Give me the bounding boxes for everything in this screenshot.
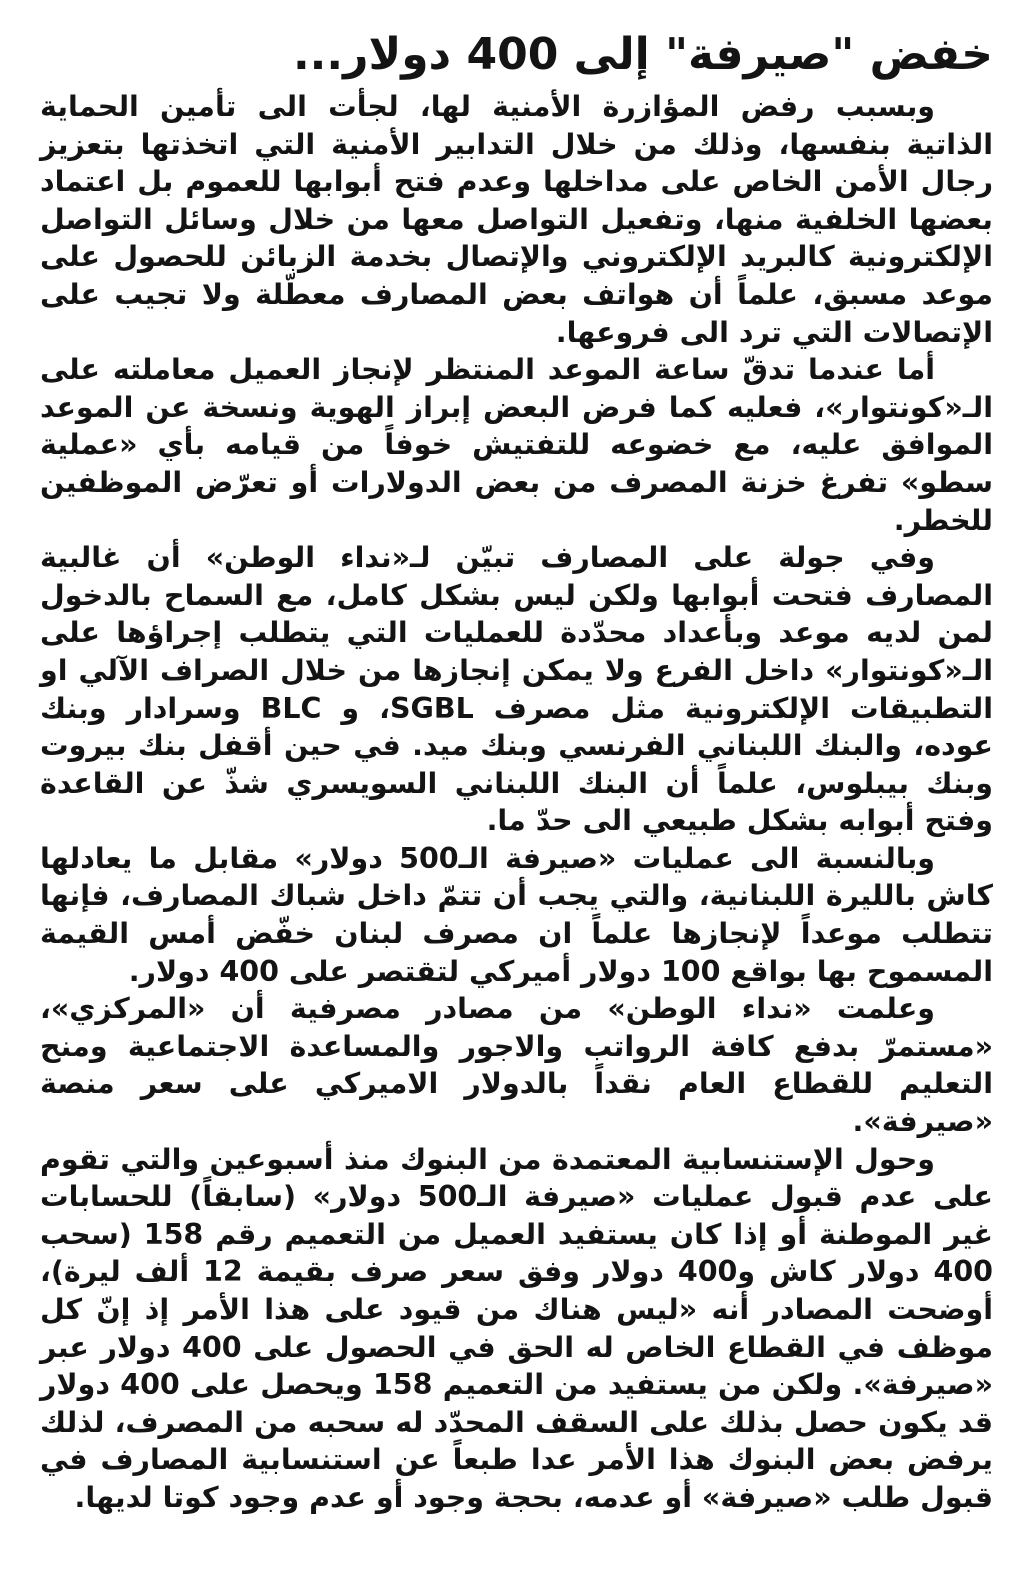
article-paragraph: وبسبب رفض المؤازرة الأمنية لها، لجأت الى تأمين الحماية الذاتية بنفسها، وذلك من خلال التدابير الأمنية التي اتخذتها بتعزيز رجال الأمن الخاص على مداخلها وعدم فتح أبوابها للعموم بل اعتماد بعضها الخلفية منها، وتفعيل التواصل معها من خلال وسائل التواصل الإلكترونية كالبريد الإلكتروني والإتصال بخدمة الزبائن للحصول على موعد مسبق، علماً أن هواتف بعض المصارف معطّلة ولا تجيب على الإتصالات التي ترد الى فروعها. <box>40 90 993 349</box>
article-paragraph: أما عندما تدقّ ساعة الموعد المنتظر لإنجاز العميل معاملته على الـ«كونتوار»، فعليه كما فرض البعض إبراز الهوية ونسخة عن الموعد الموافق عليه، مع خضوعه للتفتيش خوفاً من قيامه بأي «عملية سطو» تفرغ خزنة المصرف من بعض الدولارات أو تعرّض الموظفين للخطر. <box>40 353 993 537</box>
article-headline: خفض "صيرفة" إلى 400 دولار... <box>292 29 993 80</box>
article-paragraph: وفي جولة على المصارف تبيّن لـ«نداء الوطن» أن غالبية المصارف فتحت أبوابها ولكن ليس بشكل كامل، مع السماح بالدخول لمن لديه موعد وبأعداد محدّدة للعمليات التي يتطلب إجراؤها على الـ«كونتوار» داخل الفرع ولا يمكن إنجازها من خلال الصراف الآلي او التطبيقات الإلكترونية مثل مصرف SGBL، و BLC وسرادار وبنك عوده، والبنك اللبناني الفرنسي وبنك ميد. في حين أقفل بنك بيروت وبنك بيبلوس، علماً أن البنك اللبناني السويسري شذّ عن القاعدة وفتح أبوابه بشكل طبيعي الى حدّ ما. <box>40 541 993 838</box>
article-paragraph: وحول الإستنسابية المعتمدة من البنوك منذ أسبوعين والتي تقوم على عدم قبول عمليات «صيرفة الـ500 دولار» (سابقاً) للحسابات غير الموطنة أو إذا كان يستفيد العميل من التعميم رقم 158 (سحب 400 دولار كاش و400 دولار وفق سعر صرف بقيمة 12 ألف ليرة)، أوضحت المصادر أنه «ليس هناك من قيود على هذا الأمر إذ إنّ كل موظف في القطاع الخاص له الحق في الحصول على 400 دولار عبر «صيرفة». ولكن من يستفيد من التعميم 158 ويحصل على 400 دولار قد يكون حصل بذلك على السقف المحدّد له سحبه من المصرف، لذلك يرفض بعض البنوك هذا الأمر عدا طبعاً عن استنسابية المصارف في قبول طلب «صيرفة» أو عدمه، بحجة وجود أو عدم وجود كوتا لديها. <box>40 1142 993 1514</box>
article-body <box>40 88 993 1517</box>
article-paragraph: وبالنسبة الى عمليات «صيرفة الـ500 دولار» مقابل ما يعادلها كاش بالليرة اللبنانية، والتي يجب أن تتمّ داخل شباك المصارف، فإنها تتطلب موعداً لإنجازها علماً ان مصرف لبنان خفّض أمس القيمة المسموح بها بواقع 100 دولار أميركي لتقتصر على 400 دولار. <box>40 841 993 988</box>
article-paragraph: وعلمت «نداء الوطن» من مصادر مصرفية أن «المركزي»، «مستمرّ بدفع كافة الرواتب والاجور والمساعدة الاجتماعية ومنح التعليم للقطاع العام نقداً بالدولار الاميركي على سعر منصة «صيرفة». <box>40 992 993 1139</box>
